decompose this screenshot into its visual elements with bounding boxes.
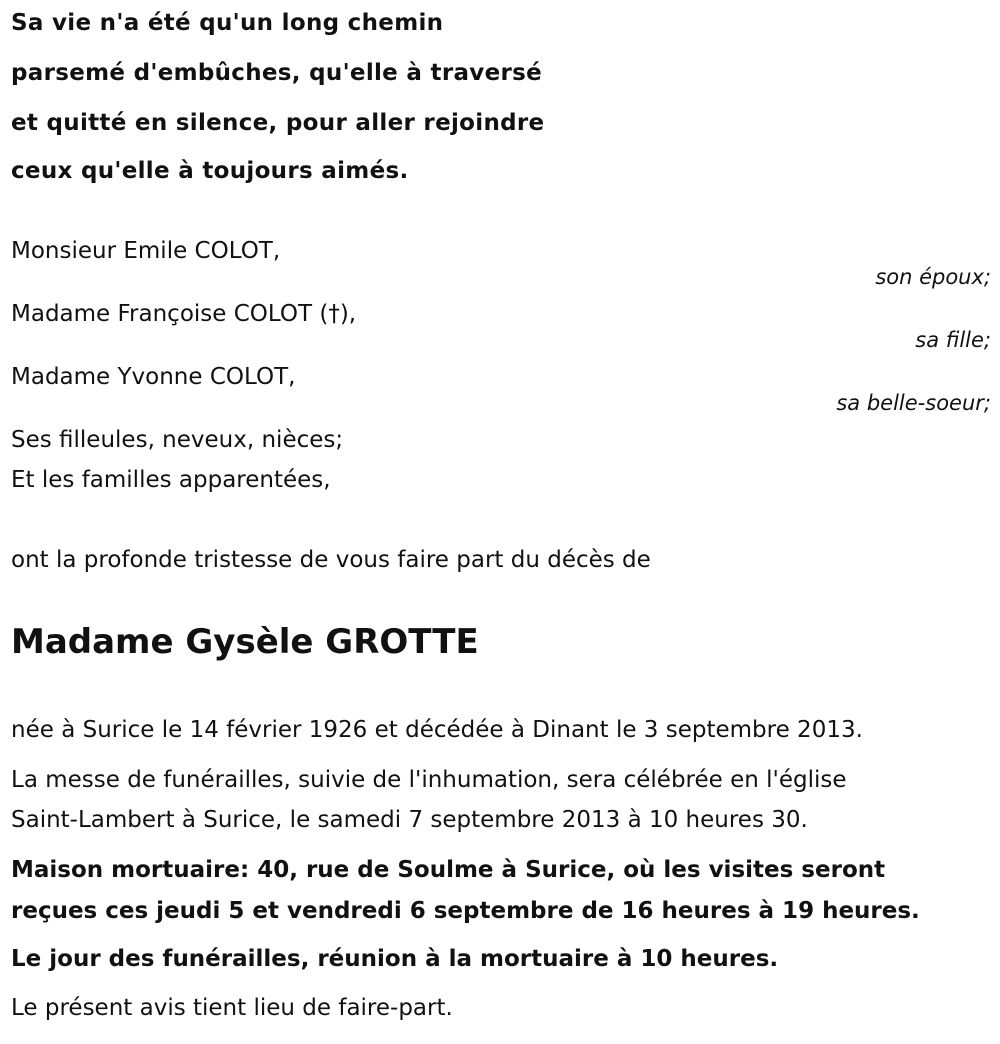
deceased-name: Madame Gysèle GROTTE [11, 622, 479, 662]
mortuary-line: reçues ces jeudi 5 et vendredi 6 septembre de 16 heures à 19 heures. [11, 898, 920, 924]
family-member-name: Monsieur Emile COLOT, [11, 238, 281, 264]
poem-line: parsemé d'embûches, qu'elle à traversé [11, 60, 542, 86]
announcement-text: ont la profonde tristesse de vous faire part du décès de [11, 547, 651, 573]
extended-family-line: Ses filleules, neveux, nièces; [11, 427, 344, 453]
family-member-name: Madame Yvonne COLOT, [11, 364, 296, 390]
closing-text: Le présent avis tient lieu de faire-part. [11, 995, 453, 1021]
poem-line: Sa vie n'a été qu'un long chemin [11, 10, 444, 36]
extended-family-line: Et les familles apparentées, [11, 467, 331, 493]
birth-death-text: née à Surice le 14 février 1926 et décédée à Dinant le 3 septembre 2013. [11, 717, 863, 743]
funeral-mass-line: Saint-Lambert à Surice, le samedi 7 septembre 2013 à 10 heures 30. [11, 807, 808, 833]
mortuary-line: Maison mortuaire: 40, rue de Soulme à Surice, où les visites seront [11, 857, 886, 883]
family-member-relation: son époux; [875, 265, 991, 289]
meeting-text: Le jour des funérailles, réunion à la mortuaire à 10 heures. [11, 946, 779, 972]
family-member-relation: sa fille; [915, 328, 991, 352]
family-member-relation: sa belle-soeur; [836, 391, 991, 415]
poem-line: et quitté en silence, pour aller rejoindre [11, 110, 545, 136]
family-member-name: Madame Françoise COLOT (†), [11, 301, 357, 327]
poem-line: ceux qu'elle à toujours aimés. [11, 158, 409, 184]
funeral-mass-line: La messe de funérailles, suivie de l'inhumation, sera célébrée en l'église [11, 767, 847, 793]
